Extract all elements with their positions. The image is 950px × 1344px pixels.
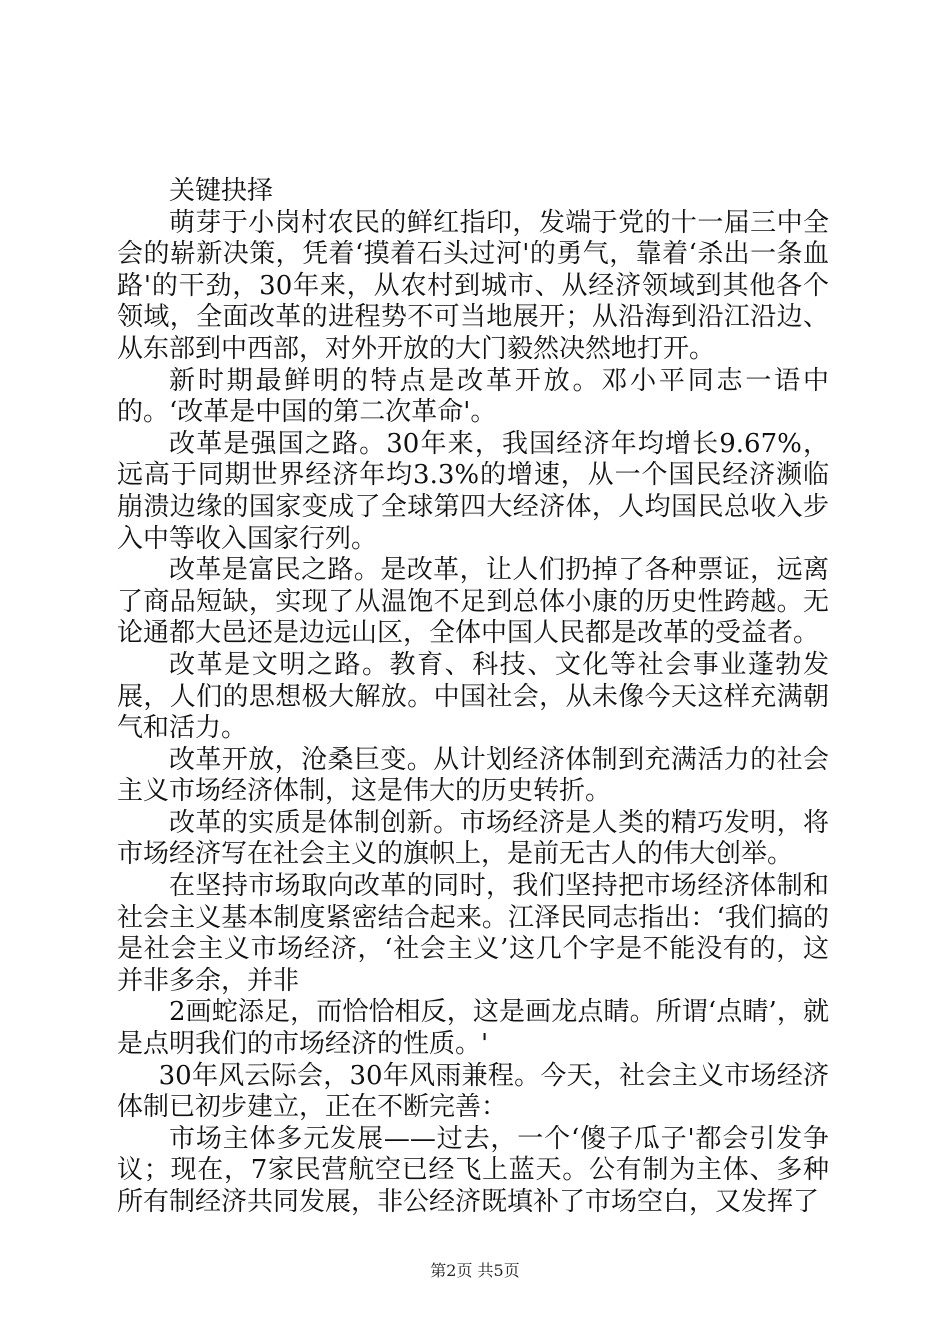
paragraph: 2画蛇添足，而恰恰相反，这是画龙点睛。所谓‘点睛’，就是点明我们的市场经济的性质。' (117, 997, 829, 1060)
paragraph: 30年风云际会，30年风雨兼程。今天，社会主义市场经济体制已初步建立，正在不断完善： (117, 1060, 829, 1123)
paragraph: 新时期最鲜明的特点是改革开放。邓小平同志一语中的。‘改革是中国的第二次革命'。 (117, 365, 829, 428)
paragraph: 市场主体多元发展——过去，一个‘傻子瓜子'都会引发争议；现在，7家民营航空已经飞上蓝天。公有制为主体、多种所有制经济共同发展，非公经济既填补了市场空白，又发挥了 (117, 1123, 829, 1217)
paragraph: 在坚持市场取向改革的同时，我们坚持把市场经济体制和社会主义基本制度紧密结合起来。江泽民同志指出：‘我们搞的是社会主义市场经济，‘社会主义’这几个字是不能没有的，这并非多余，并非 (117, 871, 829, 996)
page-footer: 第2页 共5页 (430, 1261, 520, 1280)
document-body (117, 176, 829, 1219)
section-heading: 关键抉择 (169, 176, 274, 206)
paragraph: 改革是文明之路。教育、科技、文化等社会事业蓬勃发展，人们的思想极大解放。中国社会，从未像今天这样充满朝气和活力。 (117, 649, 829, 744)
paragraph: 改革的实质是体制创新。市场经济是人类的精巧发明，将市场经济写在社会主义的旗帜上，是前无古人的伟大创举。 (117, 807, 829, 870)
paragraph: 萌芽于小岗村农民的鲜红指印，发端于党的十一届三中全会的崭新决策，凭着‘摸着石头过河'的勇气，靠着‘杀出一条血路'的干劲，30年来，从农村到城市、从经济领域到其他各个领域，全面改革的进程势不可当地展开；从沿海到沿江沿边、从东部到中西部，对外开放的大门毅然决然地打开。 (117, 207, 829, 364)
paragraph: 改革开放，沧桑巨变。从计划经济体制到充满活力的社会主义市场经济体制，这是伟大的历史转折。 (117, 744, 829, 807)
paragraph: 改革是强国之路。30年来，我国经济年均增长9.67%，远高于同期世界经济年均3.3%的增速，从一个国民经济濒临崩溃边缘的国家变成了全球第四大经济体，人均国民总收入步入中等收入国家行列。 (117, 428, 829, 554)
paragraph: 改革是富民之路。是改革，让人们扔掉了各种票证，远离了商品短缺，实现了从温饱不足到总体小康的历史性跨越。无论通都大邑还是边远山区，全体中国人民都是改革的受益者。 (117, 555, 829, 649)
